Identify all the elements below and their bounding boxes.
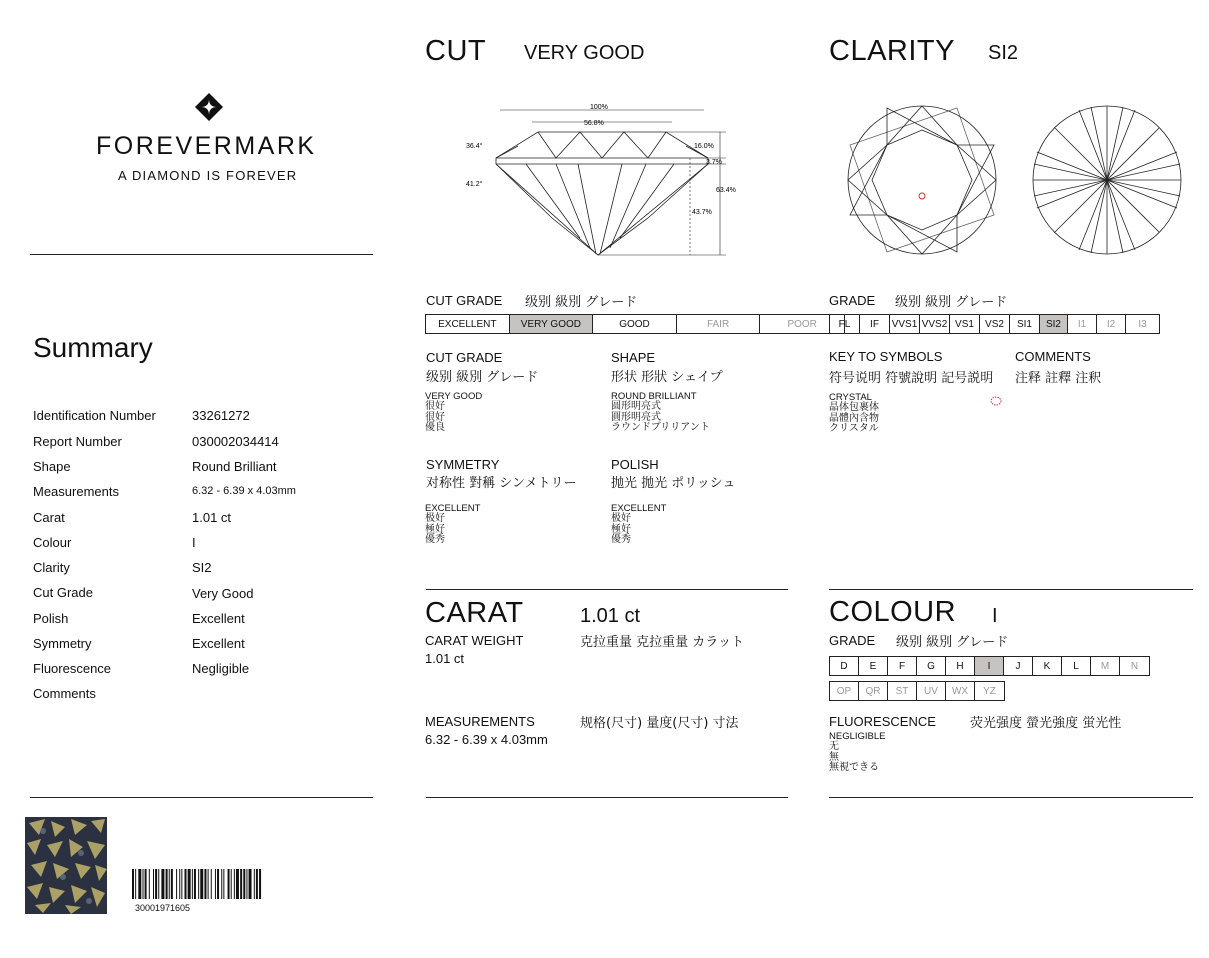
barcode-bar <box>166 869 168 899</box>
carat-weight-label: CARAT WEIGHT <box>425 633 524 648</box>
crystal-symbol-icon <box>989 395 1003 407</box>
barcode-bar <box>188 869 191 899</box>
detail-cut-grade-jp: 级别 級別 グレード <box>426 370 539 385</box>
summary-label: Colour <box>33 535 72 550</box>
summary-label: Symmetry <box>33 636 92 651</box>
inclusion-marker <box>919 193 925 199</box>
detail-symmetry-label: SYMMETRY <box>426 457 500 472</box>
total-depth-percent: 63.4% <box>716 187 736 194</box>
summary-value: SI2 <box>192 560 212 575</box>
barcode-bar <box>217 869 219 899</box>
summary-label: Shape <box>33 459 71 474</box>
measurements-value: 6.32 - 6.39 x 4.03mm <box>425 732 548 747</box>
grade-cell: VVS2 <box>920 315 950 333</box>
barcode-bar <box>179 869 180 899</box>
barcode-bar <box>256 869 258 899</box>
barcode-bar <box>259 869 261 899</box>
summary-label: Identification Number <box>33 408 156 423</box>
barcode-bar <box>194 869 196 899</box>
symbol-value: CRYSTAL <box>829 392 872 403</box>
summary-value: Negligible <box>192 661 250 676</box>
barcode-bar <box>204 869 206 899</box>
key-to-symbols-label: KEY TO SYMBOLS <box>829 349 943 364</box>
barcode-bar <box>171 869 173 899</box>
fluorescence-label: FLUORESCENCE <box>829 714 936 729</box>
grade-cell: IF <box>860 315 890 333</box>
grade-cell: UV <box>917 682 946 700</box>
grade-cell: OP <box>830 682 859 700</box>
pavilion-angle: 41.2° <box>466 181 483 188</box>
barcode-bar <box>228 869 230 899</box>
detail-value-tw: 極好 <box>611 523 631 535</box>
symbol-value-jp: クリスタル <box>829 423 879 434</box>
symbol-crystal <box>829 393 879 435</box>
grade-cell: VS1 <box>950 315 980 333</box>
barcode-bar <box>192 869 193 899</box>
measurements-label-jp: 规格(尺寸) 量度(尺寸) 寸法 <box>580 716 739 731</box>
barcode-bar <box>208 869 209 899</box>
grade-cell: FL <box>830 315 860 333</box>
grade-cell: SI1 <box>1010 315 1040 333</box>
summary-label: Fluorescence <box>33 661 112 676</box>
summary-title: Summary <box>33 332 153 363</box>
barcode-bar <box>215 869 216 899</box>
cut-value: VERY GOOD <box>524 42 645 64</box>
detail-value-zh: 很好 <box>425 401 445 412</box>
cut-grade-scale <box>425 314 845 334</box>
colour-grade-scale-extended <box>829 681 1005 701</box>
key-to-symbols-label-jp: 符号说明 符號說明 記号説明 <box>829 371 994 386</box>
barcode-bar <box>143 869 144 899</box>
grade-cell: I2 <box>1097 315 1126 333</box>
summary-value: 030002034414 <box>192 434 279 449</box>
detail-polish-label: POLISH <box>611 457 659 472</box>
detail-polish-values <box>611 504 666 546</box>
grade-cell: ST <box>888 682 917 700</box>
grade-cell: GOOD <box>593 315 677 333</box>
grade-cell: EXCELLENT <box>426 315 510 333</box>
barcode-bar <box>176 869 177 899</box>
proportion-diagram <box>460 98 760 260</box>
grade-cell: VVS1 <box>890 315 920 333</box>
detail-value-tw: 極好 <box>425 523 445 535</box>
barcode-bar <box>145 869 147 899</box>
grade-cell: L <box>1062 657 1091 675</box>
grade-cell: POOR <box>787 318 817 330</box>
girdle-percent: 3.7% <box>706 159 722 166</box>
detail-cut-grade-label: CUT GRADE <box>426 350 503 365</box>
divider <box>30 254 373 255</box>
divider <box>426 589 788 590</box>
grade-cell: VS2 <box>980 315 1010 333</box>
grade-cell: YZ <box>983 685 996 697</box>
colour-grade-scale <box>829 656 1150 676</box>
detail-polish-jp: 抛光 拋光 ポリッシュ <box>611 476 736 491</box>
barcode-bar <box>254 869 255 899</box>
fluorescence-value-jp: 無視できる <box>829 762 879 773</box>
detail-cut-grade-values <box>425 392 482 434</box>
colour-value: I <box>992 605 998 627</box>
grade-cell: M <box>1091 657 1120 675</box>
measurements-label: MEASUREMENTS <box>425 714 535 729</box>
detail-value-zh: 极好 <box>611 513 631 524</box>
barcode-bar <box>198 869 199 899</box>
detail-symmetry-values <box>425 504 480 546</box>
barcode-bar <box>135 869 136 899</box>
cut-grade-label-jp: 级别 級別 グレード <box>525 295 638 310</box>
summary-value: Excellent <box>192 636 245 651</box>
detail-symmetry-jp: 对称性 對稱 シンメトリー <box>426 476 577 491</box>
summary-value: 6.32 - 6.39 x 4.03mm <box>192 485 296 497</box>
grade-cell: D <box>830 657 859 675</box>
barcode-bar <box>243 869 245 899</box>
barcode-bar <box>249 869 252 899</box>
barcode-bar <box>158 869 159 899</box>
summary-value: Excellent <box>192 611 245 626</box>
fluorescence-value-zh: 无 <box>829 741 839 752</box>
comments-label-jp: 注释 註釋 注釈 <box>1015 371 1102 386</box>
barcode-bar <box>185 869 187 899</box>
barcode-bar <box>149 869 150 899</box>
grade-cell: I1 <box>1068 315 1097 333</box>
forevermark-diamond-icon <box>193 91 225 123</box>
clarity-plot-pavilion <box>1031 104 1183 256</box>
detail-value: EXCELLENT <box>425 503 481 514</box>
colour-grade-label: GRADE <box>829 633 876 648</box>
barcode-bar <box>211 869 212 899</box>
summary-label: Measurements <box>33 484 119 499</box>
clarity-grade-scale <box>829 314 1160 334</box>
clarity-grade-label-jp: 级别 級別 グレード <box>895 295 1008 310</box>
detail-value: ROUND BRILLIANT <box>611 391 697 402</box>
detail-value-jp: 優良 <box>425 422 445 433</box>
table-percent: 100% <box>590 104 608 111</box>
grade-cell: WX <box>946 682 975 700</box>
fluorescence-label-jp: 荧光强度 螢光強度 蛍光性 <box>970 716 1122 731</box>
grade-cell: I <box>975 657 1004 675</box>
detail-value-tw: 圓形明亮式 <box>611 411 661 423</box>
barcode-number: 30001971605 <box>135 903 191 913</box>
detail-value-zh: 极好 <box>425 513 445 524</box>
diamond-photo <box>25 817 107 914</box>
summary-label: Polish <box>33 611 69 626</box>
carat-title: CARAT <box>425 597 524 629</box>
detail-value-tw: 很好 <box>425 411 445 423</box>
detail-value-jp: 優秀 <box>425 534 445 545</box>
carat-value: 1.01 ct <box>580 605 641 627</box>
pavilion-depth-percent: 43.7% <box>692 209 712 216</box>
summary-label: Cut Grade <box>33 585 93 600</box>
summary-label: Comments <box>33 686 96 701</box>
barcode-bar <box>153 869 154 899</box>
barcode-bar <box>155 869 157 899</box>
divider <box>30 797 373 798</box>
barcode-bar <box>181 869 182 899</box>
barcode-bar <box>161 869 164 899</box>
colour-grade-label-jp: 级别 級別 グレード <box>896 635 1009 650</box>
detail-value-jp: 優秀 <box>611 534 631 545</box>
summary-value: 33261272 <box>192 408 250 423</box>
grade-cell: G <box>917 657 946 675</box>
grade-cell: FAIR <box>677 315 761 333</box>
clarity-title: CLARITY <box>829 35 955 67</box>
colour-title: COLOUR <box>829 596 957 628</box>
crown-height-percent: 16.0% <box>694 143 714 150</box>
fluorescence-value: NEGLIGIBLE <box>829 731 886 742</box>
detail-shape-values <box>611 392 710 434</box>
cut-grade-label: CUT GRADE <box>426 293 503 308</box>
symbol-value-zh: 晶体包裹体 <box>829 402 879 413</box>
barcode-bar <box>246 869 247 899</box>
barcode-bar <box>200 869 203 899</box>
summary-value: 1.01 ct <box>192 510 232 525</box>
grade-cell: H <box>946 657 975 675</box>
detail-shape-label: SHAPE <box>611 350 656 365</box>
summary-label: Report Number <box>33 434 122 449</box>
grade-cell: F <box>888 657 917 675</box>
detail-value-zh: 圆形明亮式 <box>611 401 661 412</box>
grade-cell: J <box>1004 657 1033 675</box>
carat-weight-label-jp: 克拉重量 克拉重量 カラット <box>580 635 745 650</box>
crown-angle: 36.4° <box>466 143 483 150</box>
grade-cell: VERY GOOD <box>510 315 594 333</box>
brand-tagline: A DIAMOND IS FOREVER <box>118 168 298 183</box>
fluorescence-values <box>829 732 886 774</box>
clarity-value: SI2 <box>988 42 1019 64</box>
grade-cell: E <box>859 657 888 675</box>
summary-value: Round Brilliant <box>192 459 277 474</box>
summary-value: I <box>192 535 196 550</box>
barcode-bar <box>223 869 224 899</box>
summary-label: Clarity <box>33 560 70 575</box>
barcode-bar <box>234 869 235 899</box>
detail-value-jp: ラウンドブリリアント <box>611 422 710 433</box>
grade-cell: I3 <box>1138 318 1147 330</box>
grade-cell: QR <box>859 682 888 700</box>
detail-value: VERY GOOD <box>425 391 483 402</box>
crown-width-percent: 56.8% <box>584 120 604 127</box>
clarity-plot-crown <box>846 104 998 256</box>
barcode-bar <box>132 869 134 899</box>
carat-weight-value: 1.01 ct <box>425 651 465 666</box>
barcode <box>132 869 372 899</box>
symbol-value-tw: 晶體內含物 <box>829 412 879 424</box>
barcode-bar <box>221 869 222 899</box>
grade-cell: K <box>1033 657 1062 675</box>
divider <box>829 797 1193 798</box>
comments-label: COMMENTS <box>1015 349 1091 364</box>
divider <box>426 797 788 798</box>
grade-cell: SI2 <box>1040 315 1068 333</box>
grade-cell: N <box>1130 660 1139 672</box>
summary-value: Very Good <box>192 586 254 601</box>
brand-name: FOREVERMARK <box>96 132 317 160</box>
barcode-bar <box>231 869 232 899</box>
detail-shape-jp: 形状 形狀 シェイプ <box>611 370 723 385</box>
barcode-bar <box>169 869 170 899</box>
barcode-bar <box>236 869 239 899</box>
summary-label: Carat <box>33 510 65 525</box>
fluorescence-value-tw: 無 <box>829 751 839 763</box>
detail-value: EXCELLENT <box>611 503 667 514</box>
divider <box>829 589 1193 590</box>
clarity-grade-label: GRADE <box>829 293 876 308</box>
barcode-bar <box>138 869 141 899</box>
barcode-bar <box>240 869 242 899</box>
cut-title: CUT <box>425 35 487 67</box>
